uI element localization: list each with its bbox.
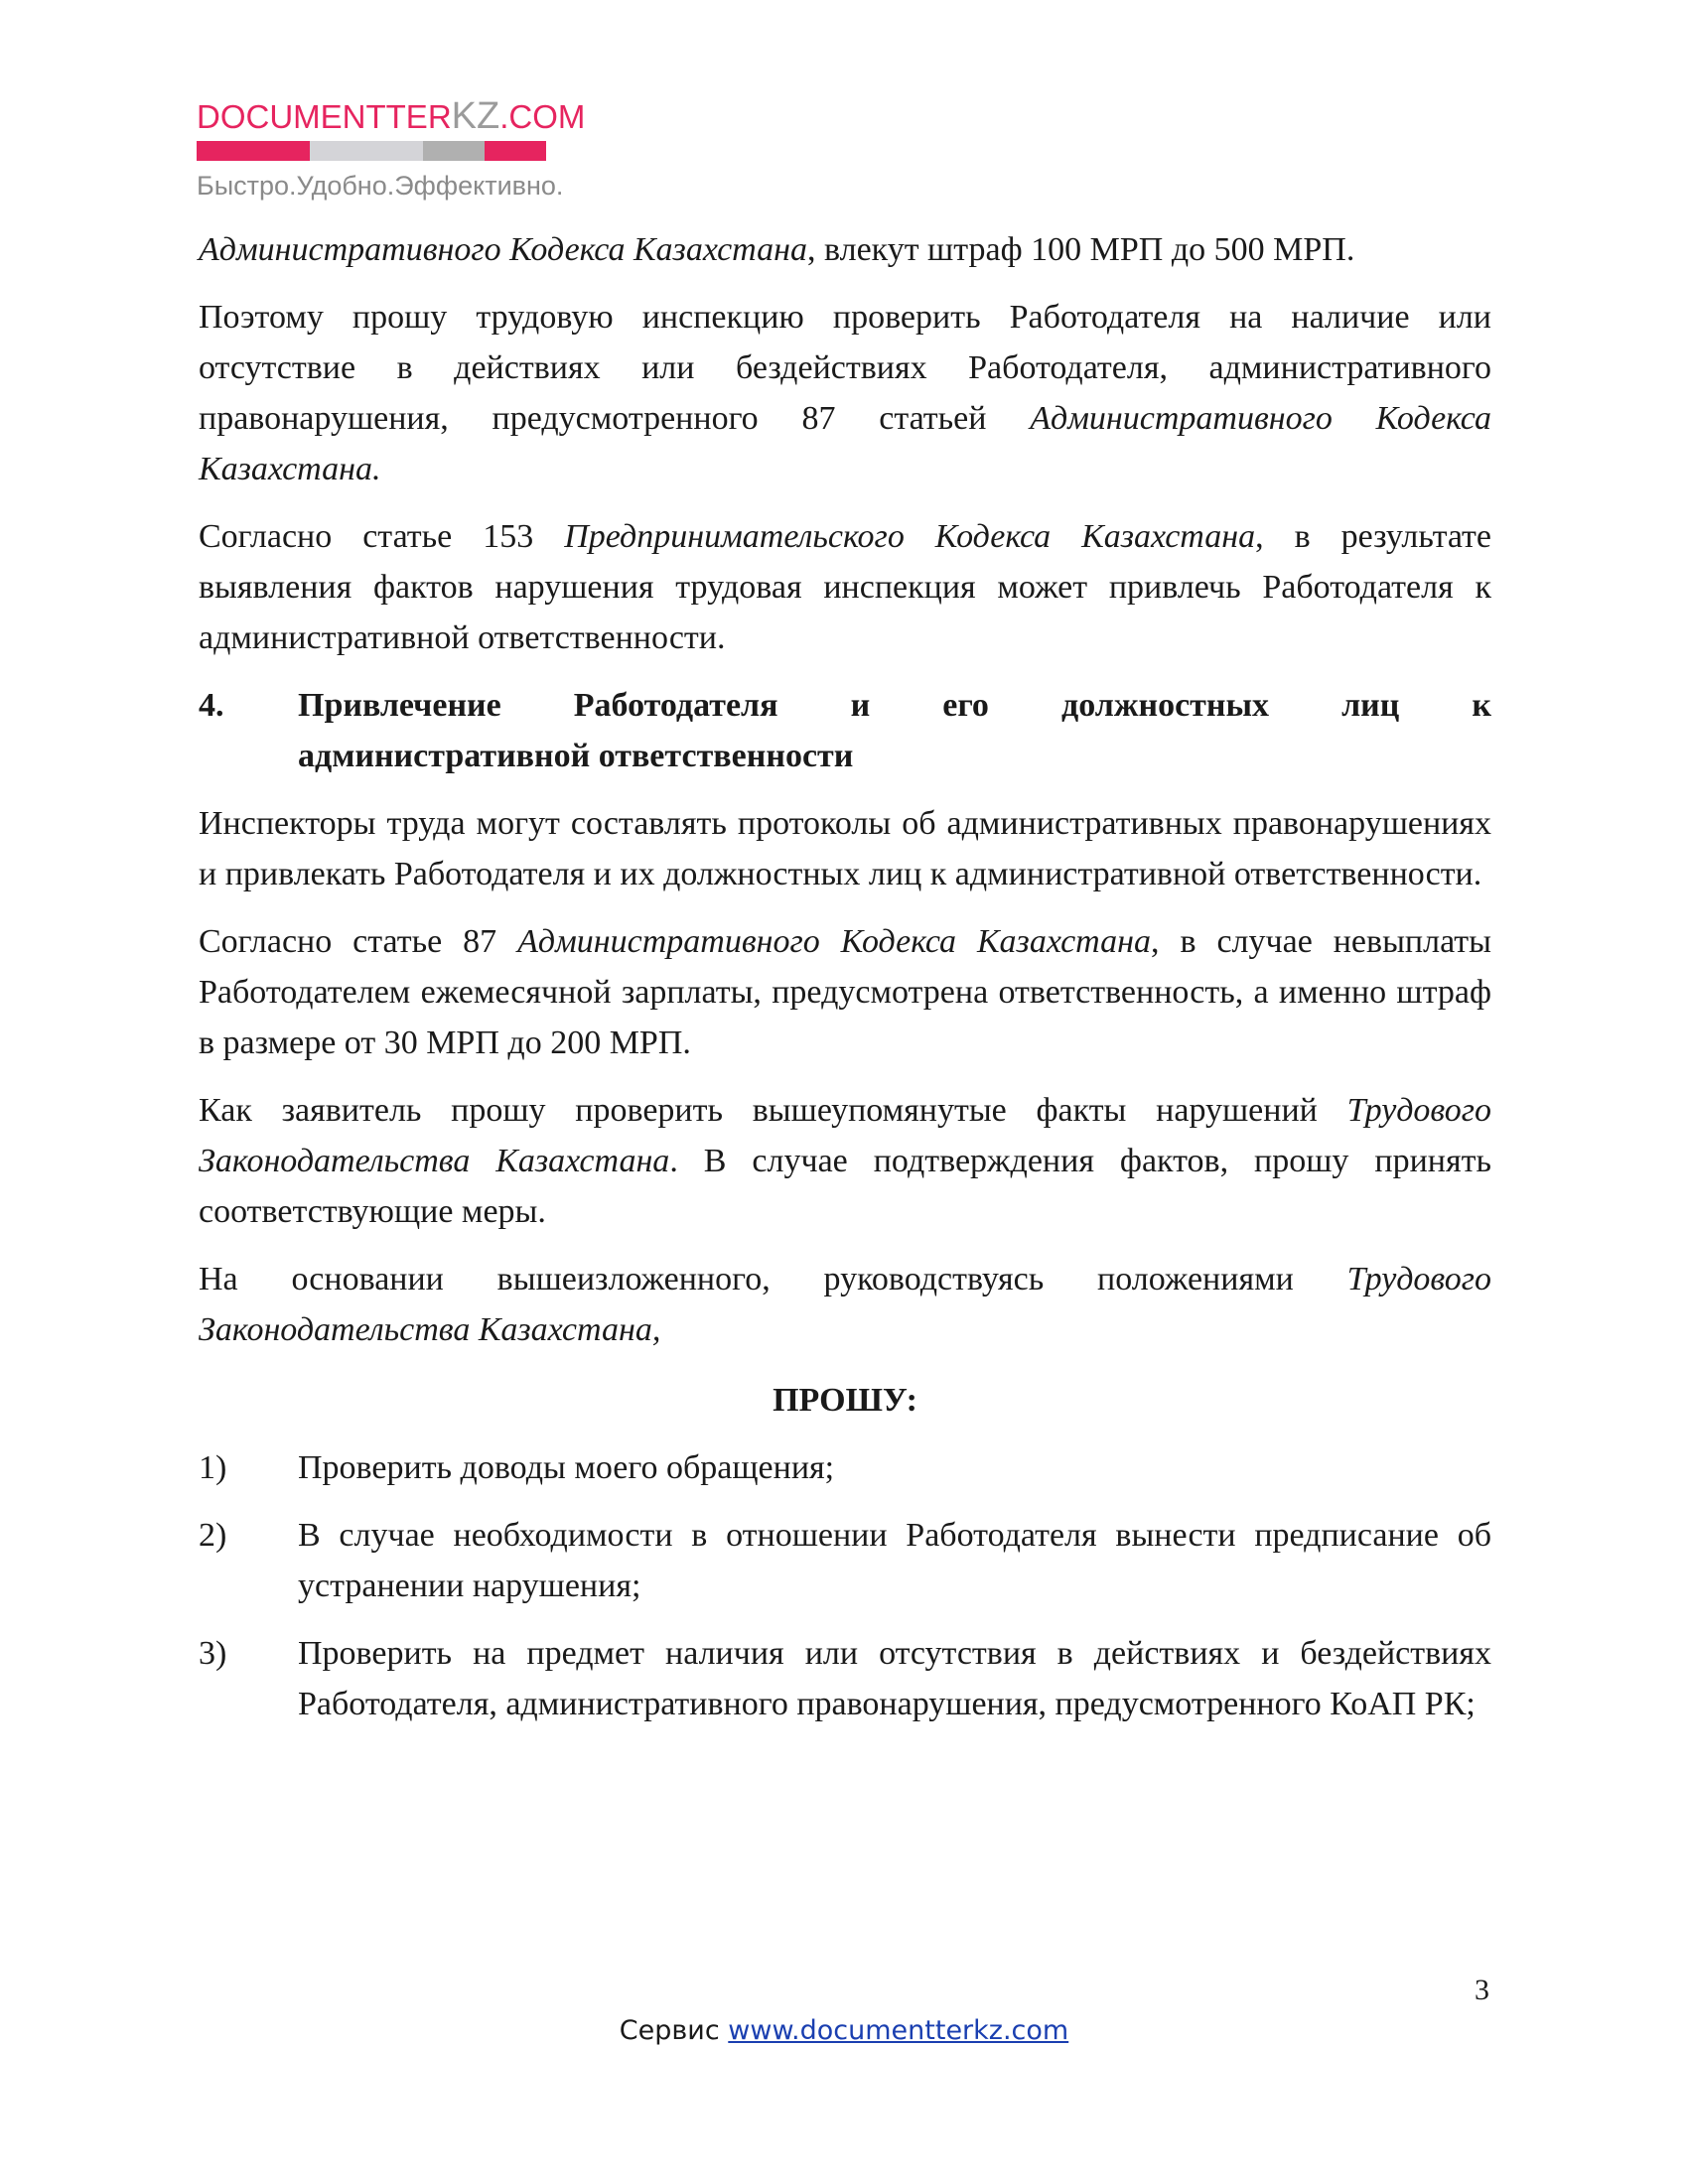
request-text: В случае необходимости в отношении Работодателя вынести предписание об устранении нарушения; <box>298 1517 1491 1604</box>
request-item <box>199 1628 1491 1729</box>
paragraph-fine: Административного Кодекса Казахстана, влекут штраф 100 МРП до 500 МРП. <box>199 231 1355 268</box>
page-number: 3 <box>1475 1974 1489 2006</box>
paragraph-request-inspection: Поэтому прошу трудовую инспекцию проверить Работодателя на наличие или отсутствие в действиях или бездействиях Работодателя, административного правонарушения, предусмотренного 87 статьей Административного Кодекса Казахстана. <box>199 299 1491 487</box>
footer-link[interactable]: www.documentterkz.com <box>728 2015 1069 2046</box>
request-number: 2) <box>199 1517 227 1554</box>
request-item <box>199 1510 1491 1611</box>
section-number: 4. <box>199 687 224 724</box>
footer-label: Сервис <box>619 2015 729 2046</box>
footer <box>0 2015 1688 2046</box>
logo-color-bar <box>197 141 546 161</box>
paragraph-article-153: Согласно статье 153 Предпринимательского Кодекса Казахстана, в результате выявления фактов нарушения трудовая инспекция может привлечь Работодателя к административной ответственности. <box>199 518 1491 656</box>
document-body <box>199 224 1491 1746</box>
request-text: Проверить доводы моего обращения; <box>298 1449 835 1486</box>
request-number: 1) <box>199 1449 227 1486</box>
paragraph-article-87: Согласно статье 87 Административного Кодекса Казахстана, в случае невыплаты Работодателем ежемесячной зарплаты, предусмотрена ответственность, а именно штраф в размере от 30 МРП до 200 МРП. <box>199 923 1491 1061</box>
section-heading-4 <box>199 680 1491 781</box>
paragraph-applicant: Как заявитель прошу проверить вышеупомянутые факты нарушений Трудового Законодательства Казахстана. В случае подтверждения фактов, прошу принять соответствующие меры. <box>199 1092 1491 1230</box>
section-title: Привлечение Работодателя и его должностных лиц к административной ответственности <box>298 687 1491 774</box>
request-item <box>199 1442 1491 1493</box>
logo-wordmark: DOCUMENTTERKZ.COM <box>197 95 586 137</box>
paragraph-inspectors: Инспекторы труда могут составлять протоколы об административных правонарушениях и привлекать Работодателя и их должностных лиц к административной ответственности. <box>199 805 1491 892</box>
request-title: ПРОШУ: <box>773 1382 917 1419</box>
request-text: Проверить на предмет наличия или отсутствия в действиях и бездействиях Работодателя, административного правонарушения, предусмотренного КоАП РК; <box>298 1635 1491 1722</box>
paragraph-basis: На основании вышеизложенного, руководствуясь положениями Трудового Законодательства Казахстана, <box>199 1261 1491 1348</box>
documentter-logo[interactable] <box>197 95 586 202</box>
request-number: 3) <box>199 1635 227 1672</box>
logo-tagline: Быстро.Удобно.Эффективно. <box>197 171 564 201</box>
